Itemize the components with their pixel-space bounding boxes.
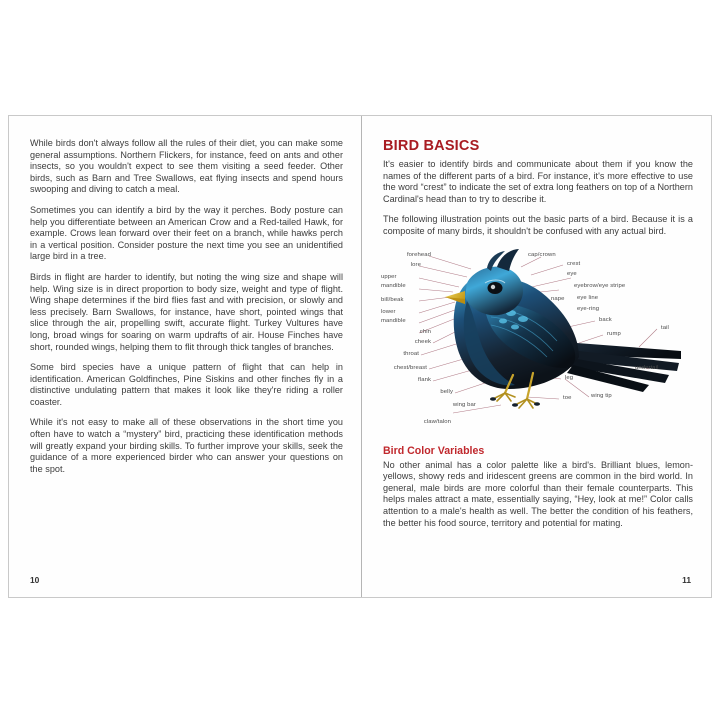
label-lore: lore	[410, 261, 421, 268]
paragraph: Birds in flight are harder to identify, but noting the wing size and shape will help. Wing size is in direct proportion to body size, weight and type of flight. Wing shape determines if the bird flies fast and with precision, or slowly and less precisely. Barn Swallows, for instance, have short, pointed wings that slice through the air, propelling swift, accurate flight. Turkey Vultures have long, broad wings for soaring on warm updrafts of air. House Finches have short, rounded wings, helping them to flit through thick tangles of branches.	[30, 271, 343, 352]
label-lower: lower	[381, 308, 396, 315]
label-bill-beak: bill/beak	[381, 296, 404, 303]
subsection-heading: Bird Color Variables	[383, 444, 485, 457]
label-back: back	[599, 316, 612, 323]
label-undertail: undertail	[635, 364, 659, 371]
label-wing-bar: wing bar	[452, 401, 476, 408]
paragraph: Sometimes you can identify a bird by the way it perches. Body posture can help you differentiate between an American Crow and a Red-tailed Hawk, for example. Crows lean forward over their feet on a branch, while hawks perch in a vertical position. Consider posture the next time you see an unidentified large bird in a tree.	[30, 204, 343, 262]
paragraph: The following illustration points out the basic parts of a bird. Because it is a composite of many birds, it shouldn't be confused with any actual bird.	[383, 214, 693, 236]
label-mandible-lower: mandible	[381, 317, 406, 324]
bird-eye	[488, 282, 503, 294]
label-nape: nape	[551, 295, 565, 302]
label-cap-crown: cap/crown	[528, 251, 556, 258]
paragraph: While birds don't always follow all the rules of their diet, you can make some general assumptions. Northern Flickers, for instance, feed on ants and other insects, so you wouldn't expect to see them visiting a seed feeder. Other birds, such as Barn and Tree Swallows, eat flying insects and spend hours swooping and diving to catch a meal.	[30, 138, 343, 195]
label-chin: chin	[419, 328, 431, 335]
label-chest-breast: chest/breast	[393, 364, 427, 371]
label-upper: upper	[381, 273, 397, 280]
label-toe: toe	[563, 394, 572, 401]
label-eye: eye	[567, 270, 577, 277]
left-page	[9, 116, 361, 597]
label-leg: leg	[565, 374, 574, 381]
book-spread	[8, 115, 712, 598]
label-throat: throat	[403, 350, 419, 357]
label-eyebrow-eye-stripe: eyebrow/eye stripe	[574, 282, 626, 289]
label-wing-tip: wing tip	[591, 392, 612, 399]
right-page	[361, 116, 711, 597]
label-forehead: forehead	[406, 251, 431, 258]
page-number-right: 11	[682, 575, 691, 585]
label-tail: tail	[661, 324, 669, 331]
label-cheek: cheek	[414, 338, 431, 345]
bird-tail	[567, 343, 681, 392]
label-eye-line: eye line	[577, 294, 599, 301]
paragraph: While it's not easy to make all of these observations in the short time you often have to watch a “mystery” bird, practicing these identification methods will greatly expand your birding skills. To further improve your skills, seek the guidance of a more experienced birder who can answer your questions on the spot.	[30, 417, 343, 474]
bird-anatomy-illustration	[381, 247, 693, 437]
paragraph: No other animal has a color palette like a bird's. Brilliant blues, lemon-yellows, showy reds and iridescent greens are common in the bird world. In general, male birds are more colorful than their female counterparts. This helps males attract a mate, essentially saying, “Hey, look at me!” Color calls attention to a male's health as well. The better the condition of his feathers, the better his food source, territory and potential for mating.	[383, 459, 693, 528]
label-eye-ring: eye-ring	[577, 305, 600, 312]
paragraph: It's easier to identify birds and communicate about them if you know the names of the different parts of a bird. For instance, it's more effective to use the word “crest” to indicate the set of extra long feathers on top of a Northern Cardinal's head than to try to describe it.	[383, 159, 693, 204]
label-belly: belly	[440, 388, 453, 395]
label-rump: rump	[607, 330, 621, 337]
label-claw-talon: claw/talon	[423, 418, 451, 425]
page-number-left: 10	[30, 575, 40, 585]
label-crest: crest	[567, 260, 581, 267]
label-mandible-upper: mandible	[381, 282, 406, 289]
section-heading: BIRD BASICS	[383, 138, 480, 154]
label-flank: flank	[418, 376, 431, 383]
paragraph: Some bird species have a unique pattern of flight that can help in identification. American Goldfinches, Pine Siskins and other finches fly in a distinctive undulating pattern that makes it look like they're riding a roller coaster.	[30, 362, 343, 407]
